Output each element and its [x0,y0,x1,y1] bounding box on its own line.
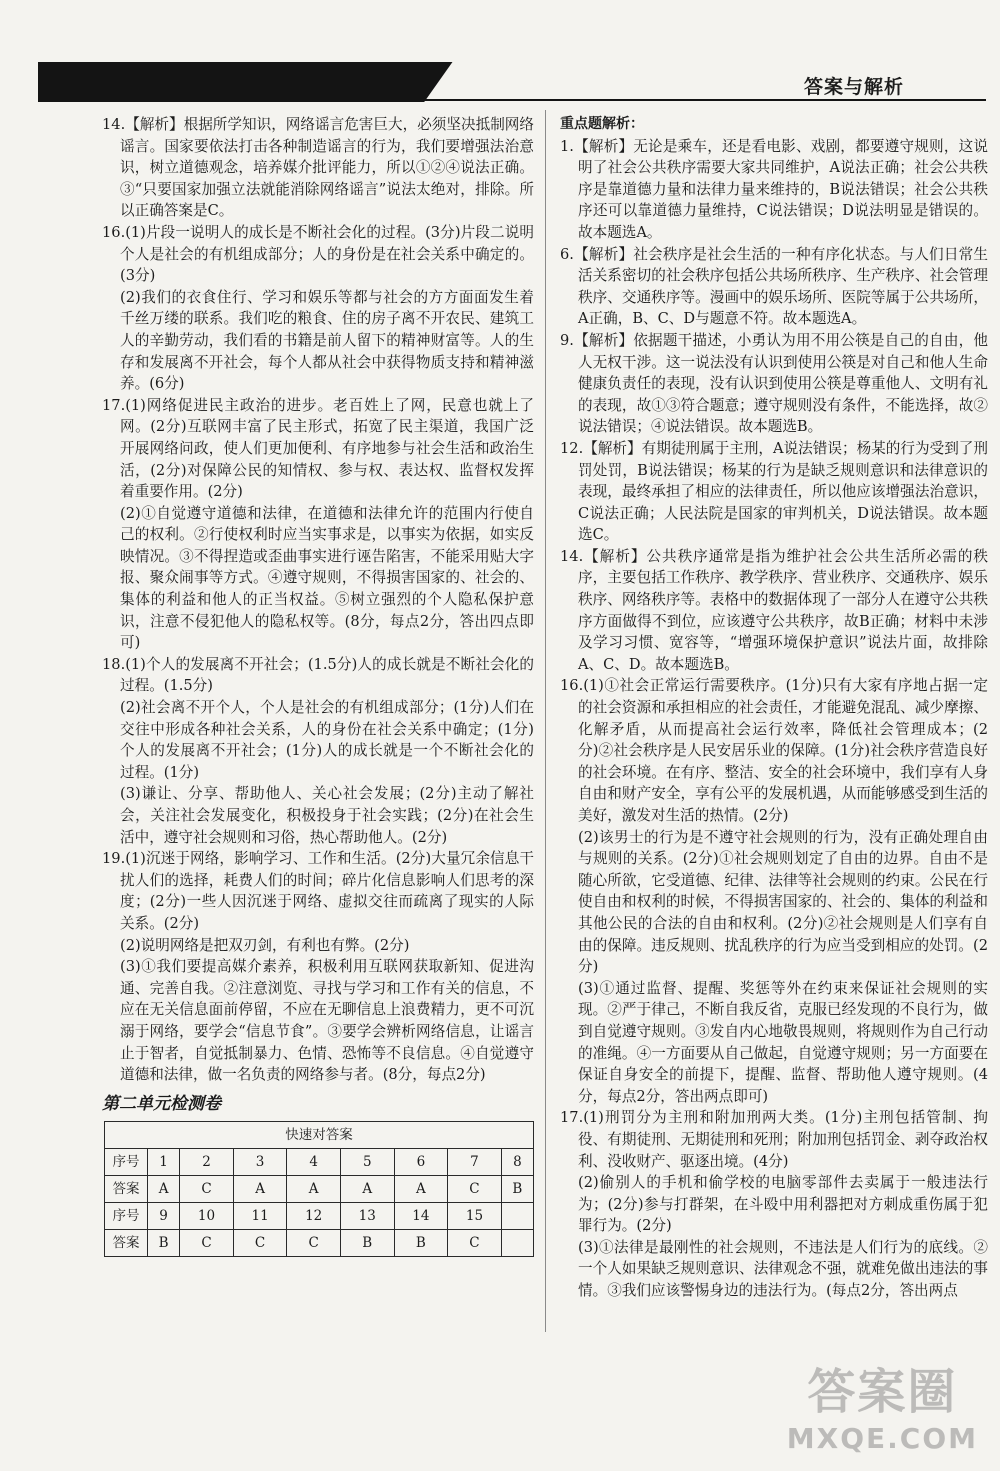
table-cell: 1 [148,1149,180,1176]
table-cell: 7 [448,1149,502,1176]
table-cell: C [448,1176,502,1203]
answer-q16-3-right: (3)①通过监督、提醒、奖惩等外在约束来保证社会规则的实现。②严于律己，不断自我反省，克服已经发现的不良行为，做到自觉遵守规则。③发自内心地敬畏规则，将规则作为自己行动的准绳。④一方面要从自己做起，自觉遵守规则；另一方面要在保证自身安全的前提下，提醒、监督、帮助他人遵守规则。(4分，每点2分，答出两点即可) [578,979,988,1105]
answer-q17-2: (2)①自觉遵守道德和法律，在道德和法律允许的范围内行使自己的权利。②行使权利时应当实事求是，以事实为依据，如实反映情况。③不得捏造或歪曲事实进行诬告陷害，不能采用贴大字报、聚众闹事等方式。④遵守规则，不得损害国家的、社会的、集体的利益和他人的正当权益。⑤树立强烈的个人隐私保护意识，注意不侵犯他人的隐私权等。(8分，每点2分，答出四点即可) [120,504,534,652]
answer-q6: 6.【解析】社会秩序是社会生活的一种有序化状态。与人们日常生活关系密切的社会秩序包括公共场所秩序、生产秩序、社会管理秩序、交通秩序等。漫画中的娱乐场所、医院等属于公共场所，A正确，B、C、D与题意不符。故本题选A。 [560,245,988,328]
answer-q16-1-right: 16.(1)①社会正常运行需要秩序。(1分)只有大家有序地占据一定的社会资源和承担相应的社会责任，才能避免混乱、减少摩擦、化解矛盾，从而提高社会运行效率，降低社会管理成本；(2分)②社会秩序是人民安居乐业的保障。(1分)社会秩序营造良好的社会环境。在有序、整洁、安全的社会环境中，我们享有人身自由和财产安全，享有公平的发展机遇，从而能够感受到生活的美好，激发对生活的热情。(2分) [560,677,988,824]
row-label: 序号 [105,1149,148,1176]
table-cell: B [148,1230,180,1257]
table-cell: 3 [233,1149,287,1176]
answer-q18-3: (3)谦让、分享、帮助他人、关心社会发展；(2分)主动了解社会，关注社会发展变化，积极投身于社会实践；(2分)在社会生活中，遵守社会规则和习俗，热心帮助他人。(2分) [120,785,534,846]
answer-q18-2: (2)社会离不开个人，个人是社会的有机组成部分；(1分)人们在交往中形成各种社会关系，人的身份在社会关系中确定；(1分)个人的发展离不开社会；(1分)人的成长就是一个不断社会化的过程。(1分) [120,699,534,781]
table-cell: A [340,1176,394,1203]
table-cell: C [448,1230,502,1257]
answer-q16-2: (2)我们的衣食住行、学习和娱乐等都与社会的方方面面发生着千丝万缕的联系。我们吃的粮食、住的房子离不开农民、建筑工人的辛勤劳动，我们看的书籍是前人留下的精神财富等。人的生存和发展离不开社会，每个人都从社会中获得物质支持和精神滋养。(6分) [120,288,534,393]
key-questions-heading: 重点题解析： [560,116,644,132]
table-row [105,1203,534,1230]
table-cell: B [501,1176,533,1203]
answer-q9: 9.【解析】依据题干描述，小勇认为用不用公筷是自己的自由，他人无权干涉。这一说法没有认识到使用公筷是对自己和他人生命健康负责任的表现，没有认识到使用公筷是尊重他人、文明有礼的表现，故①③符合题意；遵守规则没有条件，不能选择，故②说法错误；④说法错误。故本题选B。 [560,331,988,436]
table-row [105,1230,534,1257]
table-cell: 5 [340,1149,394,1176]
answer-q18-1: 18.(1)个人的发展离不开社会；(1.5分)人的成长就是不断社会化的过程。(1.5分) [102,655,534,695]
table-cell: 4 [287,1149,341,1176]
table-cell: 2 [180,1149,234,1176]
table-cell: 9 [148,1203,180,1230]
answer-q17-3-right: (3)①法律是最刚性的社会规则，不违法是人们行为的底线。②一个人如果缺乏规则意识、法律观念不强，就难免做出违法的事情。③我们应该警惕身边的违法行为。(每点2分，答出两点 [578,1238,988,1300]
table-cell [501,1203,533,1230]
table-cell: 15 [448,1203,502,1230]
table-cell: C [287,1230,341,1257]
answer-q19-1: 19.(1)沉迷于网络，影响学习、工作和生活。(2分)大量冗余信息干扰人们的选择，耗费人们的时间；碎片化信息影响人们思考的深度；(2分)一些人因沉迷于网络、虚拟交往而疏离了现实的人际关系。(2分) [102,850,534,932]
table-cell: B [394,1230,448,1257]
page-header-title: 答案与解析 [803,76,904,98]
header-rule [38,99,986,101]
answer-q17-1: 17.(1)网络促进民主政治的进步。老百姓上了网，民意也就上了网。(2分)互联网丰富了民主形式，拓宽了民主渠道，我国广泛开展网络问政，使人们更加便利、有序地参与社会生活和政治生活，(2分)对保障公民的知情权、参与权、表达权、监督权发挥着重要作用。(2分) [102,396,534,501]
table-cell: 10 [180,1203,234,1230]
row-label: 答案 [105,1176,148,1203]
answer-q14-right: 14.【解析】公共秩序通常是指为维护社会公共生活所必需的秩序，主要包括工作秩序、教学秩序、营业秩序、交通秩序、娱乐秩序、网络秩序等。表格中的数据体现了一部分人在遵守公共秩序方面做得不到位，应该遵守公共秩序，故B正确；材料中未涉及学习习惯、宽容等，“增强环境保护意识”说法片面，故排除A、C、D。故本题选B。 [560,547,988,673]
table-row [105,1176,534,1203]
answer-q16-1: 16.(1)片段一说明人的成长是不断社会化的过程。(3分)片段二说明个人是社会的有机组成部分；人的身份是在社会关系中确定的。(3分) [102,223,534,285]
table-cell: A [233,1176,287,1203]
table-cell: C [180,1176,234,1203]
answer-q12: 12.【解析】有期徒刑属于主刑，A说法错误；杨某的行为受到了刑罚处罚，B说法错误；杨某的行为是缺乏规则意识和法律意识的表现，最终承担了相应的法律责任，所以他应该增强法治意识，C说法正确；人民法院是国家的审判机关，D说法错误。故本题选C。 [560,439,988,544]
table-cell: 11 [233,1203,287,1230]
quick-answer-table [104,1121,534,1257]
table-cell: A [394,1176,448,1203]
table-cell: C [233,1230,287,1257]
table-row [105,1149,534,1176]
watermark-logo-text: 答案圈 [807,1364,958,1420]
answer-q19-2: (2)说明网络是把双刃剑，有利也有弊。(2分) [120,936,410,954]
column-divider [545,110,546,1332]
answer-q19-3: (3)①我们要提高媒介素养，积极利用互联网获取新知、促进沟通、完善自我。②注意浏览、寻找与学习和工作有关的信息，不应在无关信息面前停留，不应在无聊信息上浪费精力，更不可沉溺于网络，要学会“信息节食”。③要学会辨析网络信息，让谣言止于智者，自觉抵制暴力、色情、恐怖等不良信息。④自觉遵守道德和法律，做一名负责的网络参与者。(8分，每点2分) [120,958,534,1084]
watermark-url: MXQE.COM [786,1422,978,1455]
table-cell: 13 [340,1203,394,1230]
unit-title: 第二单元检测卷 [102,1093,221,1114]
table-cell: A [287,1176,341,1203]
answer-q17-1-right: 17.(1)刑罚分为主刑和附加刑两大类。(1分)主刑包括管制、拘役、有期徒刑、无期徒刑和死刑；附加刑包括罚金、剥夺政治权利、没收财产、驱逐出境。(4分) [560,1109,988,1170]
table-cell: C [180,1230,234,1257]
table-caption: 快速对答案 [105,1122,534,1149]
table-cell: 6 [394,1149,448,1176]
answer-q17-2-right: (2)偷别人的手机和偷学校的电脑零部件去卖属于一般违法行为；(2分)参与打群架，在斗殴中用利器把对方刺成重伤属于犯罪行为。(2分) [578,1174,988,1235]
answer-q1: 1.【解析】无论是乘车，还是看电影、戏剧，都要遵守规则，这说明了社会公共秩序需要大家共同维护，A说法正确；社会公共秩序是靠道德力量和法律力量来维持的，B说法错误；社会公共秩序还可以靠道德力量维持，C说法错误；D说法明显是错误的。故本题选A。 [560,137,988,241]
left-column [102,114,534,1257]
right-column [560,114,988,1302]
row-label: 答案 [105,1230,148,1257]
table-cell [501,1230,533,1257]
answer-q14: 14.【解析】根据所学知识，网络谣言危害巨大，必须坚决抵制网络谣言。国家要依法打击各种制造谣言的行为，我们要增强法治意识，树立道德观念，培养媒介批评能力，所以①②④说法正确。③“只要国家加强立法就能消除网络谣言”说法太绝对，排除。所以正确答案是C。 [102,116,534,220]
table-cell: A [148,1176,180,1203]
table-cell: 8 [501,1149,533,1176]
answer-q16-2-right: (2)该男士的行为是不遵守社会规则的行为，没有正确处理自由与规则的关系。(2分)①社会规则划定了自由的边界。自由不是随心所欲，它受道德、纪律、法律等社会规则的约束。公民在行使自由和权利的时候，不得损害国家的、社会的、集体的利益和其他公民的合法的自由和权利。(2分)②社会规则是人们享有自由的保障。违反规则、扰乱秩序的行为应当受到相应的处罚。(2分) [578,828,988,976]
table-cell: 12 [287,1203,341,1230]
table-cell: 14 [394,1203,448,1230]
row-label: 序号 [105,1203,148,1230]
table-cell: B [340,1230,394,1257]
site-watermark [787,1353,978,1455]
